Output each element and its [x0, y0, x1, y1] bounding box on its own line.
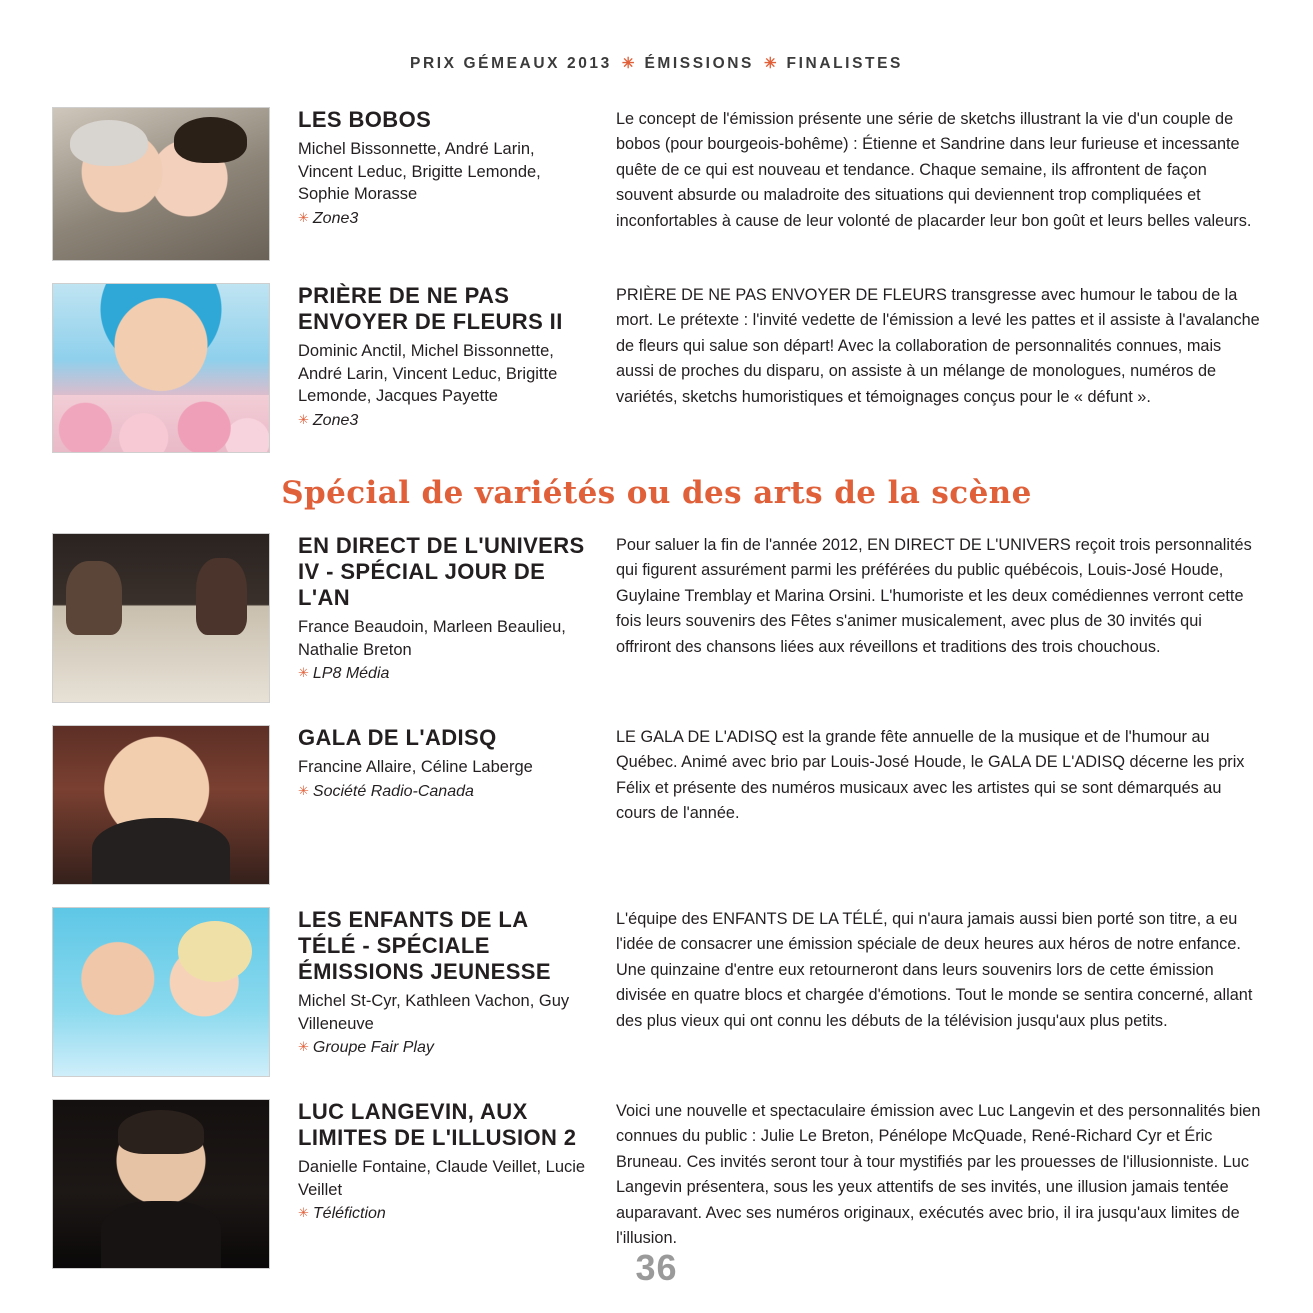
entry-people: Danielle Fontaine, Claude Veillet, Lucie Veillet [298, 1158, 586, 1199]
header-part-emissions: ÉMISSIONS [644, 55, 754, 72]
entry-title: LUC LANGEVIN, AUX LIMITES DE L'ILLUSION 2 [298, 1099, 577, 1150]
entry-production [298, 781, 590, 803]
entry-luc-langevin [52, 1099, 1261, 1269]
entry-people: Dominic Anctil, Michel Bissonnette, André Larin, Vincent Leduc, Brigitte Lemonde, Jacques Payette [298, 342, 558, 405]
entry-description: Voici une nouvelle et spectaculaire émission avec Luc Langevin et des personnalités bien connues du public : Julie Le Breton, Pénélope McQuade, René-Richard Cyr et Éric Bruneau. Ces invités seront tour à tour mystifiés par les prouesses de l'illusionniste. Luc Langevin présentera, sous les yeux attentifs de ses invités, une illusion jamais tentée auparavant. Avec ses numéros originaux, exécutés avec brio, il ira jusqu'aux limites de l'illusion. [616, 1102, 1261, 1248]
entry-en-direct-de-lunivers [52, 533, 1261, 703]
entry-people: Michel St-Cyr, Kathleen Vachon, Guy Villeneuve [298, 992, 570, 1033]
entry-title: LES ENFANTS DE LA TÉLÉ - SPÉCIALE ÉMISSIONS JEUNESSE [298, 907, 551, 984]
entry-meta [270, 907, 590, 1059]
page-number: 36 [635, 1247, 678, 1288]
gala-de-ladisq-photo [52, 725, 270, 885]
asterisk-icon: ✳ [298, 665, 309, 680]
entry-production-label: Téléfiction [312, 1205, 386, 1222]
header-separator-icon: ✳ [621, 55, 635, 72]
asterisk-icon: ✳ [298, 411, 309, 427]
asterisk-icon: ✳ [298, 1039, 309, 1054]
entry-production [298, 410, 590, 432]
entry-description: L'équipe des ENFANTS DE LA TÉLÉ, qui n'aura jamais aussi bien porté son titre, a eu l'idée de consacrer une émission spéciale de deux heures aux héros de notre enfance. Une quinzaine d'entre eux retourneront dans leurs souvenirs lors de cette émission divisée en quatre blocs et chargée d'émotions. Tout le monde se sentira concerné, allant des plus vieux qui ont connu les débuts de la télévision jusqu'aux plus petits. [616, 910, 1253, 1030]
entry-production-label: Zone3 [312, 411, 359, 429]
entry-meta [270, 533, 590, 685]
entry-production [298, 663, 590, 685]
entry-production [298, 1203, 590, 1225]
les-bobos-photo [52, 107, 270, 261]
header-separator-icon-2: ✳ [763, 55, 777, 72]
entry-production [298, 208, 590, 230]
entry-production-label: LP8 Média [312, 665, 390, 682]
entry-title: PRIÈRE DE NE PAS ENVOYER DE FLEURS II [298, 283, 563, 334]
priere-de-ne-pas-envoyer-de-fleurs-photo [52, 283, 270, 453]
entry-title: GALA DE L'ADISQ [298, 725, 497, 750]
entry-people: Francine Allaire, Céline Laberge [298, 758, 533, 776]
entry-people: Michel Bissonnette, André Larin, Vincent Leduc, Brigitte Lemonde, Sophie Morasse [298, 140, 541, 203]
entry-production-label: Zone3 [312, 209, 359, 227]
luc-langevin-photo [52, 1099, 270, 1269]
entry-title: LES BOBOS [298, 107, 432, 132]
entries-top-list [0, 107, 1313, 453]
entry-meta [270, 283, 590, 432]
entry-description: PRIÈRE DE NE PAS ENVOYER DE FLEURS transgresse avec humour le tabou de la mort. Le prétexte : l'invité vedette de l'émission a levé les pattes et il assiste à l'avalanche de fleurs qui salue son départ! Avec la collaboration de personnalités connues, mais aussi de proches du disparu, on assiste à un mélange de monologues, numéros de variétés, sketchs humoristiques et témoignages conçus pour le « défunt ». [616, 286, 1260, 406]
entry-meta [270, 107, 590, 230]
entry-production [298, 1037, 590, 1059]
entry-meta [270, 1099, 590, 1225]
entry-les-bobos [52, 107, 1261, 261]
en-direct-de-lunivers-photo [52, 533, 270, 703]
entry-les-enfants-de-la-tele [52, 907, 1261, 1077]
header-part-prix: PRIX GÉMEAUX 2013 [410, 55, 612, 72]
page-header [0, 0, 1313, 73]
entry-title: EN DIRECT DE L'UNIVERS IV - SPÉCIAL JOUR DE L'AN [298, 533, 585, 610]
entry-production-label: Société Radio-Canada [312, 782, 474, 800]
section-heading: Spécial de variétés ou des arts de la scène [281, 475, 1032, 511]
entry-description: Pour saluer la fin de l'année 2012, EN DIRECT DE L'UNIVERS reçoit trois personnalités qui figurent assurément parmi les préférées du public québécois, Louis-José Houde, Guylaine Tremblay et Marina Orsini. L'humoriste et les deux comédiennes verront cette fois leurs souvenirs des Fêtes s'animer musicalement, avec plus de 30 invités qui offriront des chansons liées aux réveillons et traditions des trois chouchous. [616, 536, 1252, 656]
asterisk-icon: ✳ [298, 209, 309, 225]
entries-section-list [0, 533, 1313, 1269]
les-enfants-de-la-tele-photo [52, 907, 270, 1077]
entry-priere-de-ne-pas-envoyer-de-fleurs [52, 283, 1261, 453]
entry-production-label: Groupe Fair Play [312, 1039, 434, 1056]
entry-meta [270, 725, 590, 803]
entry-gala-de-ladisq [52, 725, 1261, 885]
header-part-finalistes: FINALISTES [786, 55, 903, 72]
entry-people: France Beaudoin, Marleen Beaulieu, Nathalie Breton [298, 618, 566, 659]
asterisk-icon: ✳ [298, 782, 309, 798]
entry-description: Le concept de l'émission présente une série de sketchs illustrant la vie d'un couple de bobos (pour bourgeois-bohême) : Étienne et Sandrine dans leur furieuse et incessante quête de ce qui est nouveau et tendance. Chaque semaine, ils affrontent de façon souvent absurde ou maladroite des situations qui deviennent trop compliquées et inconfortables à cause de leur volonté de placarder leur bon goût et leurs belles valeurs. [616, 110, 1252, 230]
asterisk-icon: ✳ [298, 1205, 309, 1220]
entry-description: LE GALA DE L'ADISQ est la grande fête annuelle de la musique et de l'humour au Québec. Animé avec brio par Louis-José Houde, le GALA DE L'ADISQ décerne les prix Félix et présente des numéros musicaux avec les artistes qui se sont démarqués au cours de l'année. [616, 728, 1245, 823]
